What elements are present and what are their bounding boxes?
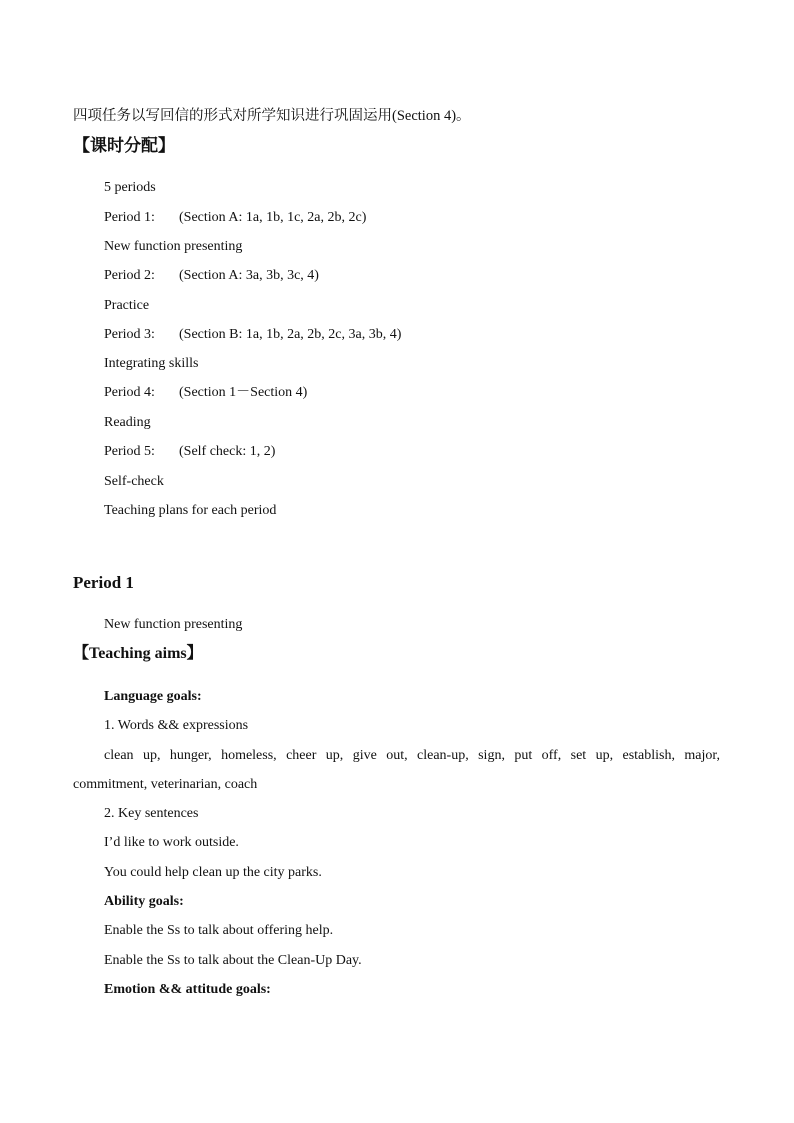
period-label: Period 2: <box>104 268 155 283</box>
ability-goal-2: Enable the Ss to talk about the Clean-Up Day. <box>104 953 362 968</box>
period-label: Period 3: <box>104 327 155 342</box>
emotion-goals-label: Emotion && attitude goals: <box>104 982 271 997</box>
period-label: Period 1: <box>104 210 155 225</box>
period-range: (Section A: 1a, 1b, 1c, 2a, 2b, 2c) <box>179 210 367 225</box>
period-range: (Self check: 1, 2) <box>179 444 276 459</box>
teaching-aims-heading: 【Teaching aims】 <box>73 645 203 662</box>
period-2-focus: Practice <box>104 298 150 313</box>
period-5-schedule <box>104 443 275 461</box>
period-4-schedule <box>104 384 307 402</box>
period-3-schedule <box>104 326 401 344</box>
key-sentence-1: I’d like to work outside. <box>104 835 239 850</box>
period-range: (Section 1－Section 4) <box>179 385 308 400</box>
period-label: Period 5: <box>104 444 155 459</box>
period-1-focus: New function presenting <box>104 239 243 254</box>
period-4-focus: Reading <box>104 415 151 430</box>
period-label: Period 4: <box>104 385 155 400</box>
words-line-1: clean up, hunger, homeless, cheer up, give out, clean-up, sign, put off, set up, establish, major, <box>104 748 720 763</box>
schedule-total: 5 periods <box>104 180 156 195</box>
key-sentence-2: You could help clean up the city parks. <box>104 865 322 880</box>
ability-goals-label: Ability goals: <box>104 894 184 909</box>
period-range: (Section B: 1a, 1b, 2a, 2b, 2c, 3a, 3b, 4) <box>179 327 402 342</box>
period-3-focus: Integrating skills <box>104 356 199 371</box>
ability-goal-1: Enable the Ss to talk about offering help. <box>104 923 334 938</box>
intro-paragraph-line: 四项任务以写回信的形式对所学知识进行巩固运用(Section 4)。 <box>73 108 471 124</box>
period-1-title: Period 1 <box>73 573 134 592</box>
period-5-focus: Self-check <box>104 474 164 489</box>
period-2-schedule <box>104 267 319 285</box>
sentences-heading: 2. Key sentences <box>104 806 199 821</box>
language-goals-label: Language goals: <box>104 689 202 704</box>
period-1-subtitle: New function presenting <box>104 617 243 632</box>
period-range: (Section A: 3a, 3b, 3c, 4) <box>179 268 319 283</box>
period-1-schedule <box>104 209 366 227</box>
words-heading: 1. Words && expressions <box>104 718 249 733</box>
words-line-2: commitment, veterinarian, coach <box>73 777 258 792</box>
schedule-heading: 【课时分配】 <box>73 136 175 156</box>
schedule-closing: Teaching plans for each period <box>104 503 277 518</box>
